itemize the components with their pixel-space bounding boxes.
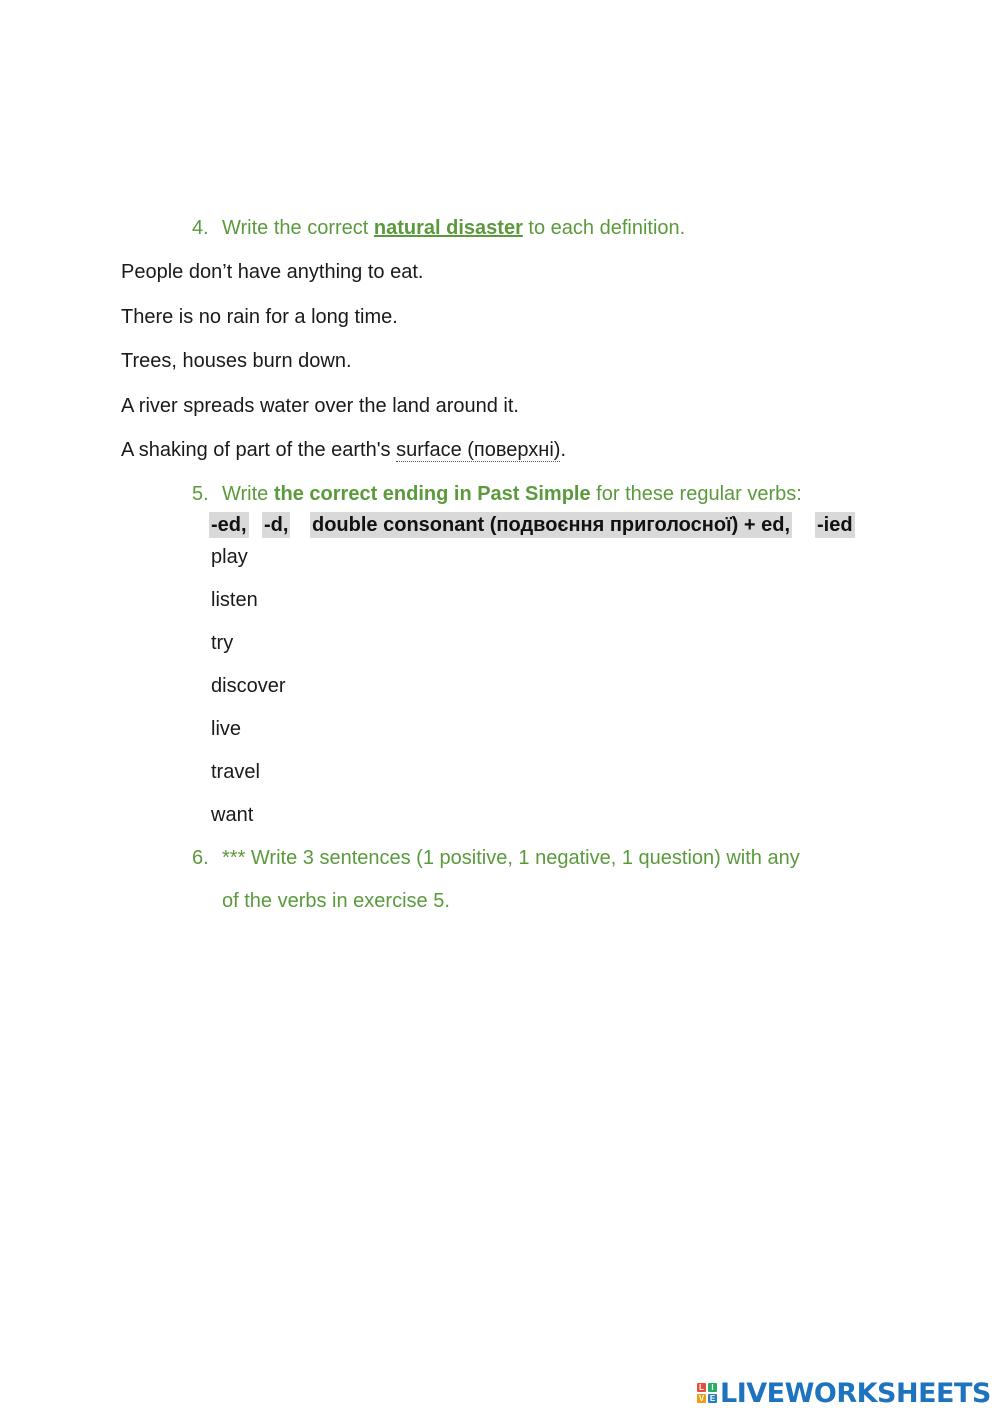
exercise-6-instruction-continued: of the verbs in exercise 5.	[222, 890, 450, 912]
exercise-4-instruction: 4. Write the correct natural disaster to each definition.	[192, 217, 686, 239]
verb-want: want	[211, 804, 254, 826]
exercise-5-number: 5.	[192, 483, 209, 505]
ending-chip-d: -d,	[264, 514, 289, 536]
surface-word: surface (поверхні)	[396, 439, 561, 461]
verb-travel: travel	[211, 761, 260, 783]
logo-text: LIVEWORKSHEETS	[720, 1377, 991, 1409]
definition-3: Trees, houses burn down.	[121, 350, 352, 372]
past-simple-emphasis: the correct ending in Past Simple	[273, 483, 591, 505]
definition-4: A river spreads water over the land around it.	[121, 395, 519, 417]
verb-discover: discover	[211, 675, 286, 697]
exercise-6-number: 6.	[192, 847, 209, 869]
logo-mark-icon: L I V E	[698, 1383, 716, 1403]
definition-1: People don’t have anything to eat.	[121, 261, 424, 283]
natural-disaster-emphasis: natural disaster	[373, 217, 523, 239]
ending-chip-ed: -ed,	[211, 514, 247, 536]
exercise-5-instruction: 5. Write the correct ending in Past Simple for these regular verbs:	[192, 483, 802, 505]
definition-5: A shaking of part of the earth's surface (поверхні).	[121, 439, 566, 461]
definition-2: There is no rain for a long time.	[121, 306, 398, 328]
ending-chip-double-consonant: double consonant (подвоєння приголосної) + ed,	[312, 514, 791, 536]
liveworksheets-logo[interactable]	[697, 1378, 991, 1408]
verb-try: try	[211, 632, 234, 654]
exercise-4-number: 4.	[192, 217, 209, 239]
exercise-6-instruction: 6. *** Write 3 sentences (1 positive, 1 negative, 1 question) with any	[192, 847, 800, 869]
verb-play: play	[211, 546, 248, 568]
verb-live: live	[211, 718, 242, 740]
ending-chip-ied: -ied	[817, 514, 853, 536]
verb-listen: listen	[211, 589, 258, 611]
